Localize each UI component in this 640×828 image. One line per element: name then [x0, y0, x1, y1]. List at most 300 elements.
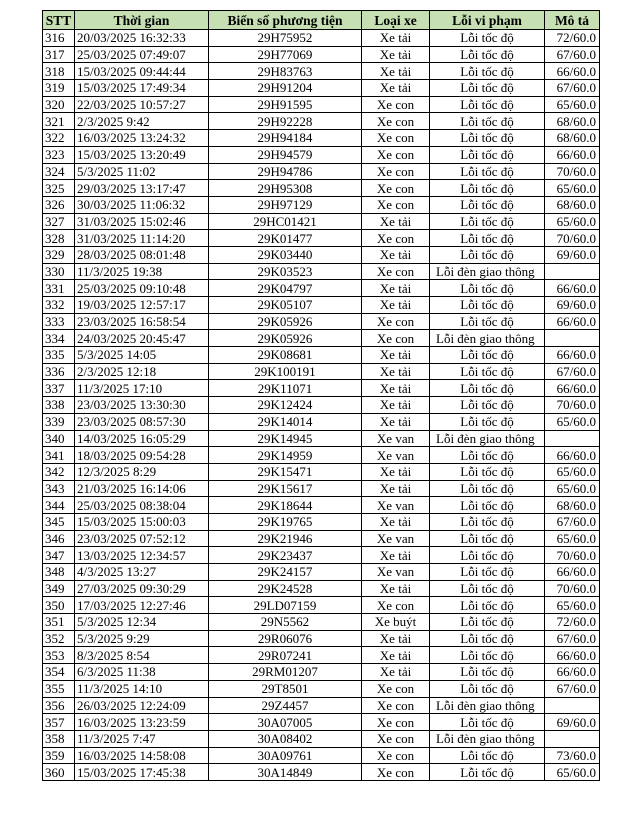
cell-stt: 344 — [43, 497, 75, 514]
cell-vehicle-type: Xe con — [362, 196, 430, 213]
table-row — [43, 130, 600, 147]
cell-description: 70/60.0 — [545, 397, 600, 414]
table-row — [43, 764, 600, 781]
cell-violation: Lỗi tốc độ — [430, 497, 545, 514]
cell-violation: Lỗi tốc độ — [430, 680, 545, 697]
table-row — [43, 113, 600, 130]
cell-plate: 29H91204 — [209, 80, 362, 97]
cell-stt: 352 — [43, 630, 75, 647]
table-row — [43, 63, 600, 80]
cell-violation: Lỗi tốc độ — [430, 130, 545, 147]
cell-vehicle-type: Xe con — [362, 747, 430, 764]
table-row — [43, 347, 600, 364]
cell-description: 70/60.0 — [545, 547, 600, 564]
table-row — [43, 447, 600, 464]
cell-stt: 337 — [43, 380, 75, 397]
cell-stt: 325 — [43, 180, 75, 197]
cell-stt: 332 — [43, 297, 75, 314]
cell-violation: Lỗi tốc độ — [430, 113, 545, 130]
cell-time: 23/03/2025 16:58:54 — [75, 313, 209, 330]
cell-time: 19/03/2025 12:57:17 — [75, 297, 209, 314]
cell-vehicle-type: Xe tải — [362, 647, 430, 664]
cell-stt: 322 — [43, 130, 75, 147]
cell-time: 11/3/2025 7:47 — [75, 730, 209, 747]
cell-stt: 334 — [43, 330, 75, 347]
cell-time: 5/3/2025 14:05 — [75, 347, 209, 364]
cell-description: 65/60.0 — [545, 213, 600, 230]
cell-description: 66/60.0 — [545, 447, 600, 464]
cell-plate: 29K08681 — [209, 347, 362, 364]
table-row — [43, 513, 600, 530]
cell-violation: Lỗi đèn giao thông — [430, 430, 545, 447]
table-row — [43, 397, 600, 414]
cell-violation: Lỗi tốc độ — [430, 397, 545, 414]
cell-stt: 316 — [43, 30, 75, 47]
cell-plate: 29K05926 — [209, 330, 362, 347]
cell-violation: Lỗi tốc độ — [430, 213, 545, 230]
cell-time: 16/03/2025 14:58:08 — [75, 747, 209, 764]
cell-vehicle-type: Xe tải — [362, 380, 430, 397]
table-row — [43, 497, 600, 514]
cell-stt: 323 — [43, 146, 75, 163]
cell-stt: 350 — [43, 597, 75, 614]
cell-vehicle-type: Xe con — [362, 163, 430, 180]
cell-violation: Lỗi tốc độ — [430, 714, 545, 731]
cell-plate: 29K21946 — [209, 530, 362, 547]
cell-vehicle-type: Xe tải — [362, 46, 430, 63]
cell-plate: 29H94579 — [209, 146, 362, 163]
table-row — [43, 413, 600, 430]
cell-violation: Lỗi tốc độ — [430, 80, 545, 97]
cell-time: 2/3/2025 12:18 — [75, 363, 209, 380]
cell-description: 65/60.0 — [545, 180, 600, 197]
table-row — [43, 614, 600, 631]
cell-vehicle-type: Xe con — [362, 330, 430, 347]
cell-description: 66/60.0 — [545, 647, 600, 664]
cell-vehicle-type: Xe van — [362, 564, 430, 581]
violations-table — [42, 10, 600, 781]
cell-description: 67/60.0 — [545, 363, 600, 380]
table-row — [43, 163, 600, 180]
table-row — [43, 363, 600, 380]
table-row — [43, 313, 600, 330]
cell-stt: 339 — [43, 413, 75, 430]
cell-time: 11/3/2025 17:10 — [75, 380, 209, 397]
table-row — [43, 180, 600, 197]
cell-time: 11/3/2025 19:38 — [75, 263, 209, 280]
cell-violation: Lỗi tốc độ — [430, 230, 545, 247]
cell-stt: 351 — [43, 614, 75, 631]
cell-description: 66/60.0 — [545, 664, 600, 681]
cell-violation: Lỗi tốc độ — [430, 580, 545, 597]
cell-vehicle-type: Xe con — [362, 146, 430, 163]
cell-plate: 29H83763 — [209, 63, 362, 80]
cell-stt: 342 — [43, 463, 75, 480]
cell-plate: 29K15617 — [209, 480, 362, 497]
cell-stt: 343 — [43, 480, 75, 497]
table-row — [43, 463, 600, 480]
cell-stt: 347 — [43, 547, 75, 564]
cell-stt: 341 — [43, 447, 75, 464]
cell-stt: 356 — [43, 697, 75, 714]
cell-plate: 29HC01421 — [209, 213, 362, 230]
cell-time: 6/3/2025 11:38 — [75, 664, 209, 681]
cell-description: 68/60.0 — [545, 113, 600, 130]
cell-violation: Lỗi tốc độ — [430, 513, 545, 530]
table-row — [43, 647, 600, 664]
cell-stt: 340 — [43, 430, 75, 447]
cell-violation: Lỗi tốc độ — [430, 747, 545, 764]
cell-time: 15/03/2025 15:00:03 — [75, 513, 209, 530]
cell-time: 29/03/2025 13:17:47 — [75, 180, 209, 197]
cell-time: 28/03/2025 08:01:48 — [75, 246, 209, 263]
cell-plate: 29K12424 — [209, 397, 362, 414]
cell-violation: Lỗi đèn giao thông — [430, 330, 545, 347]
cell-violation: Lỗi tốc độ — [430, 380, 545, 397]
cell-stt: 359 — [43, 747, 75, 764]
cell-violation: Lỗi tốc độ — [430, 363, 545, 380]
cell-stt: 320 — [43, 96, 75, 113]
cell-violation: Lỗi tốc độ — [430, 146, 545, 163]
cell-violation: Lỗi tốc độ — [430, 630, 545, 647]
cell-time: 21/03/2025 16:14:06 — [75, 480, 209, 497]
cell-plate: 29H95308 — [209, 180, 362, 197]
table-row — [43, 480, 600, 497]
cell-plate: 29K14014 — [209, 413, 362, 430]
cell-stt: 330 — [43, 263, 75, 280]
cell-time: 15/03/2025 13:20:49 — [75, 146, 209, 163]
cell-time: 8/3/2025 8:54 — [75, 647, 209, 664]
cell-plate: 29K19765 — [209, 513, 362, 530]
cell-time: 5/3/2025 11:02 — [75, 163, 209, 180]
cell-description: 66/60.0 — [545, 347, 600, 364]
cell-stt: 326 — [43, 196, 75, 213]
cell-plate: 29RM01207 — [209, 664, 362, 681]
cell-stt: 358 — [43, 730, 75, 747]
cell-vehicle-type: Xe con — [362, 697, 430, 714]
cell-vehicle-type: Xe con — [362, 597, 430, 614]
cell-plate: 29K18644 — [209, 497, 362, 514]
cell-description: 72/60.0 — [545, 30, 600, 47]
cell-violation: Lỗi tốc độ — [430, 96, 545, 113]
cell-plate: 29H94184 — [209, 130, 362, 147]
cell-time: 31/03/2025 15:02:46 — [75, 213, 209, 230]
cell-description — [545, 730, 600, 747]
cell-stt: 335 — [43, 347, 75, 364]
cell-vehicle-type: Xe tải — [362, 363, 430, 380]
cell-violation: Lỗi tốc độ — [430, 297, 545, 314]
cell-violation: Lỗi tốc độ — [430, 480, 545, 497]
cell-plate: 29K14959 — [209, 447, 362, 464]
cell-vehicle-type: Xe con — [362, 764, 430, 781]
header-description: Mô tả — [545, 11, 600, 30]
cell-vehicle-type: Xe con — [362, 230, 430, 247]
cell-violation: Lỗi tốc độ — [430, 413, 545, 430]
cell-time: 4/3/2025 13:27 — [75, 564, 209, 581]
cell-time: 17/03/2025 12:27:46 — [75, 597, 209, 614]
cell-stt: 357 — [43, 714, 75, 731]
cell-time: 15/03/2025 09:44:44 — [75, 63, 209, 80]
cell-description: 68/60.0 — [545, 497, 600, 514]
header-vehicle-type: Loại xe — [362, 11, 430, 30]
table-row — [43, 80, 600, 97]
cell-time: 5/3/2025 12:34 — [75, 614, 209, 631]
table-row — [43, 213, 600, 230]
cell-description: 65/60.0 — [545, 530, 600, 547]
cell-plate: 29K05107 — [209, 297, 362, 314]
cell-stt: 360 — [43, 764, 75, 781]
cell-plate: 29R07241 — [209, 647, 362, 664]
cell-vehicle-type: Xe con — [362, 680, 430, 697]
violations-sheet — [42, 10, 600, 781]
table-row — [43, 96, 600, 113]
cell-time: 15/03/2025 17:45:38 — [75, 764, 209, 781]
cell-vehicle-type: Xe con — [362, 313, 430, 330]
cell-description: 67/60.0 — [545, 513, 600, 530]
cell-description: 65/60.0 — [545, 597, 600, 614]
cell-plate: 30A07005 — [209, 714, 362, 731]
cell-description: 69/60.0 — [545, 297, 600, 314]
cell-time: 20/03/2025 16:32:33 — [75, 30, 209, 47]
cell-vehicle-type: Xe tải — [362, 580, 430, 597]
cell-violation: Lỗi tốc độ — [430, 280, 545, 297]
cell-plate: 29Z4457 — [209, 697, 362, 714]
cell-time: 11/3/2025 14:10 — [75, 680, 209, 697]
table-row — [43, 430, 600, 447]
cell-stt: 349 — [43, 580, 75, 597]
cell-plate: 29K24528 — [209, 580, 362, 597]
cell-stt: 355 — [43, 680, 75, 697]
cell-vehicle-type: Xe tải — [362, 213, 430, 230]
cell-stt: 324 — [43, 163, 75, 180]
table-row — [43, 263, 600, 280]
cell-time: 31/03/2025 11:14:20 — [75, 230, 209, 247]
cell-plate: 30A14849 — [209, 764, 362, 781]
table-row — [43, 697, 600, 714]
cell-description: 66/60.0 — [545, 63, 600, 80]
cell-vehicle-type: Xe tải — [362, 30, 430, 47]
cell-vehicle-type: Xe con — [362, 180, 430, 197]
cell-violation: Lỗi tốc độ — [430, 463, 545, 480]
table-row — [43, 196, 600, 213]
cell-time: 2/3/2025 9:42 — [75, 113, 209, 130]
table-row — [43, 580, 600, 597]
cell-violation: Lỗi tốc độ — [430, 180, 545, 197]
table-row — [43, 146, 600, 163]
cell-description: 67/60.0 — [545, 680, 600, 697]
cell-stt: 346 — [43, 530, 75, 547]
cell-violation: Lỗi tốc độ — [430, 547, 545, 564]
cell-violation: Lỗi tốc độ — [430, 764, 545, 781]
table-row — [43, 714, 600, 731]
header-stt: STT — [43, 11, 75, 30]
table-row — [43, 530, 600, 547]
cell-plate: 29N5562 — [209, 614, 362, 631]
header-plate: Biển số phương tiện — [209, 11, 362, 30]
cell-description: 65/60.0 — [545, 764, 600, 781]
cell-plate: 29K15471 — [209, 463, 362, 480]
cell-vehicle-type: Xe con — [362, 730, 430, 747]
cell-stt: 353 — [43, 647, 75, 664]
cell-description: 66/60.0 — [545, 380, 600, 397]
cell-description: 73/60.0 — [545, 747, 600, 764]
cell-time: 23/03/2025 13:30:30 — [75, 397, 209, 414]
cell-stt: 336 — [43, 363, 75, 380]
table-row — [43, 564, 600, 581]
cell-plate: 29H77069 — [209, 46, 362, 63]
table-row — [43, 330, 600, 347]
cell-vehicle-type: Xe van — [362, 497, 430, 514]
table-row — [43, 680, 600, 697]
cell-description — [545, 263, 600, 280]
cell-violation: Lỗi tốc độ — [430, 196, 545, 213]
cell-time: 16/03/2025 13:24:32 — [75, 130, 209, 147]
cell-violation: Lỗi tốc độ — [430, 597, 545, 614]
cell-vehicle-type: Xe con — [362, 263, 430, 280]
cell-plate: 29LD07159 — [209, 597, 362, 614]
cell-violation: Lỗi tốc độ — [430, 647, 545, 664]
cell-vehicle-type: Xe con — [362, 96, 430, 113]
cell-description: 65/60.0 — [545, 413, 600, 430]
cell-violation: Lỗi tốc độ — [430, 246, 545, 263]
cell-vehicle-type: Xe tải — [362, 246, 430, 263]
cell-plate: 29K04797 — [209, 280, 362, 297]
cell-violation: Lỗi tốc độ — [430, 163, 545, 180]
cell-plate: 29K05926 — [209, 313, 362, 330]
cell-description — [545, 430, 600, 447]
cell-vehicle-type: Xe tải — [362, 547, 430, 564]
cell-stt: 354 — [43, 664, 75, 681]
cell-time: 22/03/2025 10:57:27 — [75, 96, 209, 113]
cell-time: 24/03/2025 20:45:47 — [75, 330, 209, 347]
cell-vehicle-type: Xe van — [362, 530, 430, 547]
cell-time: 25/03/2025 09:10:48 — [75, 280, 209, 297]
cell-description: 70/60.0 — [545, 163, 600, 180]
cell-vehicle-type: Xe tải — [362, 463, 430, 480]
cell-plate: 29K01477 — [209, 230, 362, 247]
cell-violation: Lỗi tốc độ — [430, 564, 545, 581]
cell-description: 66/60.0 — [545, 313, 600, 330]
table-row — [43, 597, 600, 614]
cell-description: 68/60.0 — [545, 130, 600, 147]
cell-violation: Lỗi tốc độ — [430, 614, 545, 631]
cell-violation: Lỗi tốc độ — [430, 313, 545, 330]
cell-time: 26/03/2025 12:24:09 — [75, 697, 209, 714]
cell-plate: 29K14945 — [209, 430, 362, 447]
cell-plate: 29H91595 — [209, 96, 362, 113]
cell-violation: Lỗi đèn giao thông — [430, 730, 545, 747]
cell-plate: 30A08402 — [209, 730, 362, 747]
cell-vehicle-type: Xe van — [362, 430, 430, 447]
cell-time: 25/03/2025 08:38:04 — [75, 497, 209, 514]
cell-vehicle-type: Xe tải — [362, 80, 430, 97]
cell-violation: Lỗi tốc độ — [430, 46, 545, 63]
table-row — [43, 380, 600, 397]
cell-description: 65/60.0 — [545, 96, 600, 113]
table-row — [43, 230, 600, 247]
header-row — [43, 11, 600, 30]
cell-vehicle-type: Xe tải — [362, 63, 430, 80]
cell-time: 12/3/2025 8:29 — [75, 463, 209, 480]
cell-plate: 29H94786 — [209, 163, 362, 180]
table-row — [43, 630, 600, 647]
cell-vehicle-type: Xe con — [362, 113, 430, 130]
cell-stt: 319 — [43, 80, 75, 97]
cell-stt: 318 — [43, 63, 75, 80]
cell-plate: 29K100191 — [209, 363, 362, 380]
cell-stt: 321 — [43, 113, 75, 130]
table-row — [43, 30, 600, 47]
cell-violation: Lỗi đèn giao thông — [430, 263, 545, 280]
cell-description: 70/60.0 — [545, 230, 600, 247]
cell-plate: 29T8501 — [209, 680, 362, 697]
cell-stt: 329 — [43, 246, 75, 263]
cell-description: 66/60.0 — [545, 280, 600, 297]
cell-plate: 29K24157 — [209, 564, 362, 581]
cell-time: 5/3/2025 9:29 — [75, 630, 209, 647]
cell-plate: 29K23437 — [209, 547, 362, 564]
cell-plate: 29H92228 — [209, 113, 362, 130]
cell-vehicle-type: Xe tải — [362, 664, 430, 681]
cell-vehicle-type: Xe tải — [362, 630, 430, 647]
cell-plate: 29K03440 — [209, 246, 362, 263]
cell-description — [545, 697, 600, 714]
cell-description: 68/60.0 — [545, 196, 600, 213]
cell-vehicle-type: Xe buýt — [362, 614, 430, 631]
cell-description: 70/60.0 — [545, 580, 600, 597]
cell-violation: Lỗi tốc độ — [430, 530, 545, 547]
cell-time: 30/03/2025 11:06:32 — [75, 196, 209, 213]
cell-stt: 317 — [43, 46, 75, 63]
cell-vehicle-type: Xe tải — [362, 413, 430, 430]
cell-description: 67/60.0 — [545, 80, 600, 97]
table-row — [43, 280, 600, 297]
cell-time: 16/03/2025 13:23:59 — [75, 714, 209, 731]
cell-description: 65/60.0 — [545, 463, 600, 480]
table-row — [43, 246, 600, 263]
cell-stt: 333 — [43, 313, 75, 330]
table-row — [43, 747, 600, 764]
cell-vehicle-type: Xe con — [362, 714, 430, 731]
cell-plate: 29K03523 — [209, 263, 362, 280]
cell-description: 65/60.0 — [545, 480, 600, 497]
cell-time: 27/03/2025 09:30:29 — [75, 580, 209, 597]
table-row — [43, 297, 600, 314]
cell-time: 13/03/2025 12:34:57 — [75, 547, 209, 564]
table-row — [43, 46, 600, 63]
cell-description: 69/60.0 — [545, 714, 600, 731]
cell-stt: 348 — [43, 564, 75, 581]
cell-violation: Lỗi tốc độ — [430, 63, 545, 80]
cell-violation: Lỗi đèn giao thông — [430, 697, 545, 714]
cell-vehicle-type: Xe con — [362, 130, 430, 147]
cell-violation: Lỗi tốc độ — [430, 30, 545, 47]
cell-plate: 30A09761 — [209, 747, 362, 764]
cell-stt: 338 — [43, 397, 75, 414]
cell-violation: Lỗi tốc độ — [430, 664, 545, 681]
cell-violation: Lỗi tốc độ — [430, 347, 545, 364]
cell-description: 67/60.0 — [545, 46, 600, 63]
cell-plate: 29K11071 — [209, 380, 362, 397]
cell-vehicle-type: Xe tải — [362, 397, 430, 414]
cell-time: 18/03/2025 09:54:28 — [75, 447, 209, 464]
cell-description: 69/60.0 — [545, 246, 600, 263]
table-row — [43, 547, 600, 564]
table-body — [43, 30, 600, 781]
cell-stt: 328 — [43, 230, 75, 247]
header-time: Thời gian — [75, 11, 209, 30]
cell-description — [545, 330, 600, 347]
